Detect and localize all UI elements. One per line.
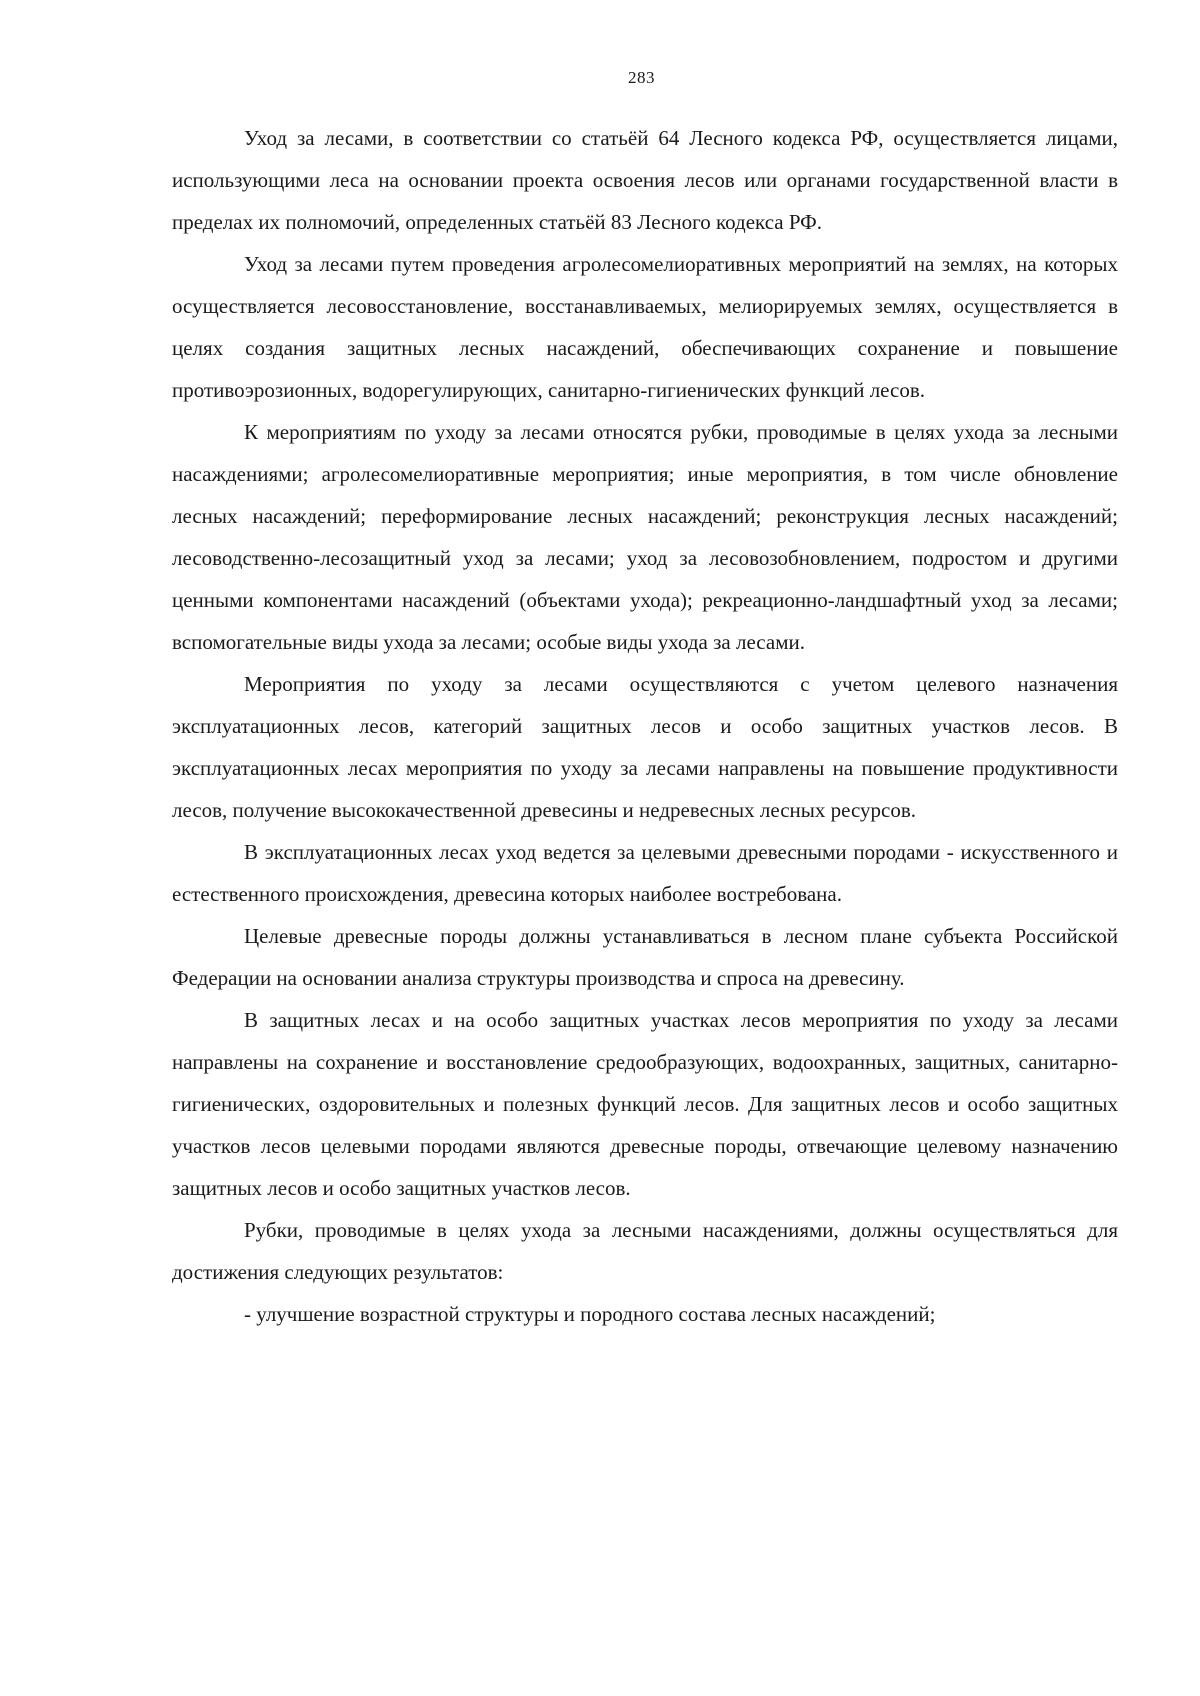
paragraph-agroforestry-care: Уход за лесами путем проведения агролесомелиоративных мероприятий на землях, на которых осуществляется лесовосстановление, восстанавливаемых, мелиорируемых землях, осуществляется в целях создания защитных лесных насаждений, обеспечивающих сохранение и повышение противоэрозионных, водорегулирующих, санитарно-гигиенических функций лесов. <box>172 252 1118 402</box>
paragraph-care-by-purpose: Мероприятия по уходу за лесами осуществляются с учетом целевого назначения эксплуатационных лесов, категорий защитных лесов и особо защитных участков лесов. В эксплуатационных лесах мероприятия по уходу за лесами направлены на повышение продуктивности лесов, получение высококачественной древесины и недревесных лесных ресурсов. <box>172 672 1118 822</box>
document-body <box>172 117 1118 1335</box>
paragraph-care-measures-list: К мероприятиям по уходу за лесами относятся рубки, проводимые в целях ухода за лесными насаждениями; агролесомелиоративные мероприятия; иные мероприятия, в том числе обновление лесных насаждений; переформирование лесных насаждений; реконструкция лесных насаждений; лесоводственно-лесозащитный уход за лесами; уход за лесовозобновлением, подростом и другими ценными компонентами насаждений (объектами ухода); рекреационно-ландшафтный уход за лесами; вспомогательные виды ухода за лесами; особые виды ухода за лесами. <box>172 420 1118 654</box>
paragraph-thinning-goals: Рубки, проводимые в целях ухода за лесными насаждениями, должны осуществляться для достижения следующих результатов: <box>172 1218 1118 1284</box>
paragraph-target-species-exploitation: В эксплуатационных лесах уход ведется за целевыми древесными породами - искусственного и естественного происхождения, древесина которых наиболее востребована. <box>172 840 1118 906</box>
paragraph-protective-forests: В защитных лесах и на особо защитных участках лесов мероприятия по уходу за лесами направлены на сохранение и восстановление средообразующих, водоохранных, защитных, санитарно-гигиенических, оздоровительных и полезных функций лесов. Для защитных лесов и особо защитных участков лесов целевыми породами являются древесные породы, отвечающие целевому назначению защитных лесов и особо защитных участков лесов. <box>172 1008 1118 1200</box>
paragraph-forest-care-legal-basis: Уход за лесами, в соответствии со статьёй 64 Лесного кодекса РФ, осуществляется лицами, использующими леса на основании проекта освоения лесов или органами государственной власти в пределах их полномочий, определенных статьёй 83 Лесного кодекса РФ. <box>172 126 1118 234</box>
list-item-age-structure: - улучшение возрастной структуры и породного состава лесных насаждений; <box>244 1302 936 1326</box>
page-number: 283 <box>628 68 655 87</box>
paragraph-target-species-plan: Целевые древесные породы должны устанавливаться в лесном плане субъекта Российской Федерации на основании анализа структуры производства и спроса на древесину. <box>172 924 1118 990</box>
